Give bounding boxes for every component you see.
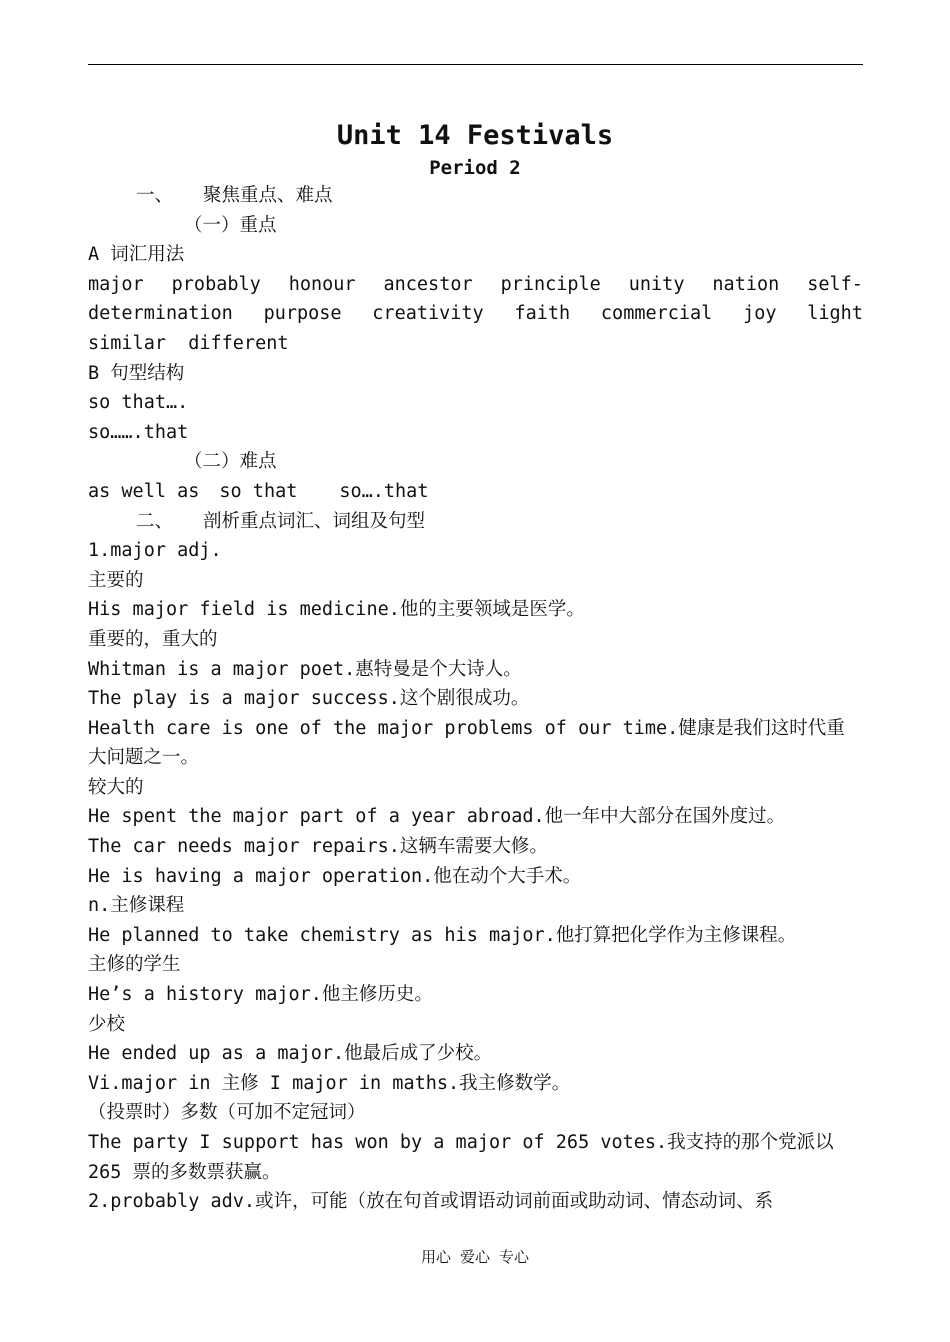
document-subtitle: Period 2	[429, 157, 521, 179]
text-line: 重要的，重大的	[88, 628, 218, 650]
text-line: He’s a history major.他主修历史。	[88, 984, 433, 1006]
vocab-line-3: similar different	[88, 332, 289, 354]
subsection-difficult-points: （二）难点	[184, 451, 277, 473]
sentence-pattern-heading: B 句型结构	[88, 362, 185, 384]
text-line: The car needs major repairs.这辆车需要大修。	[88, 836, 548, 858]
text-line: Health care is one of the major problems of our time.健康是我们这时代重	[88, 717, 845, 739]
difficult-points-line: as well as so that so….that	[88, 480, 429, 502]
text-line: Vi.major in 主修 I major in maths.我主修数学。	[88, 1072, 571, 1094]
text-line: He ended up as a major.他最后成了少校。	[88, 1043, 493, 1065]
text-line: The party I support has won by a major of 265 votes.我支持的那个党派以	[88, 1132, 834, 1153]
vocab-line-2: determination purpose creativity faith commercial joy light	[88, 303, 863, 325]
text-line: 较大的	[88, 776, 144, 798]
subsection-key-points: （一）重点	[184, 214, 277, 236]
text-line: The play is a major success.这个剧很成功。	[88, 688, 530, 710]
document-body	[88, 181, 863, 1217]
page-footer: 用心 爱心 专心	[420, 1248, 530, 1266]
text-line: （投票时）多数（可加不定冠词）	[88, 1102, 366, 1124]
vocab-heading: A 词汇用法	[88, 244, 185, 266]
text-line: He is having a major operation.他在动个大手术。	[88, 865, 582, 887]
text-line: 主修的学生	[88, 954, 181, 976]
text-line: 主要的	[88, 569, 144, 591]
text-line: 2.probably adv.或许，可能（放在句首或谓语动词前面或助动词、情态动词、系	[88, 1191, 774, 1213]
text-line: n.主修课程	[88, 895, 185, 917]
text-line: His major field is medicine.他的主要领域是医学。	[88, 599, 585, 621]
header-rule	[88, 64, 863, 65]
vocab-line-1: major probably honour ancestor principle unity nation self-	[88, 273, 863, 295]
sentence-pattern-1: so that….	[88, 392, 189, 414]
text-line: 大问题之一。	[88, 747, 200, 769]
text-line: He spent the major part of a year abroad.他一年中大部分在国外度过。	[88, 806, 786, 828]
text-line: 1.major adj.	[88, 540, 222, 562]
section-heading-1: 一、 聚焦重点、难点	[136, 185, 333, 206]
sentence-pattern-2: so…….that	[88, 421, 189, 443]
text-line: 265 票的多数票获赢。	[88, 1161, 281, 1183]
text-line: He planned to take chemistry as his major.他打算把化学作为主修课程。	[88, 924, 797, 946]
section-heading-2: 二、 剖析重点词汇、词组及句型	[136, 510, 426, 532]
text-line: 少校	[88, 1013, 126, 1035]
document-title: Unit 14 Festivals	[336, 120, 614, 151]
text-line: Whitman is a major poet.惠特曼是个大诗人。	[88, 658, 522, 680]
